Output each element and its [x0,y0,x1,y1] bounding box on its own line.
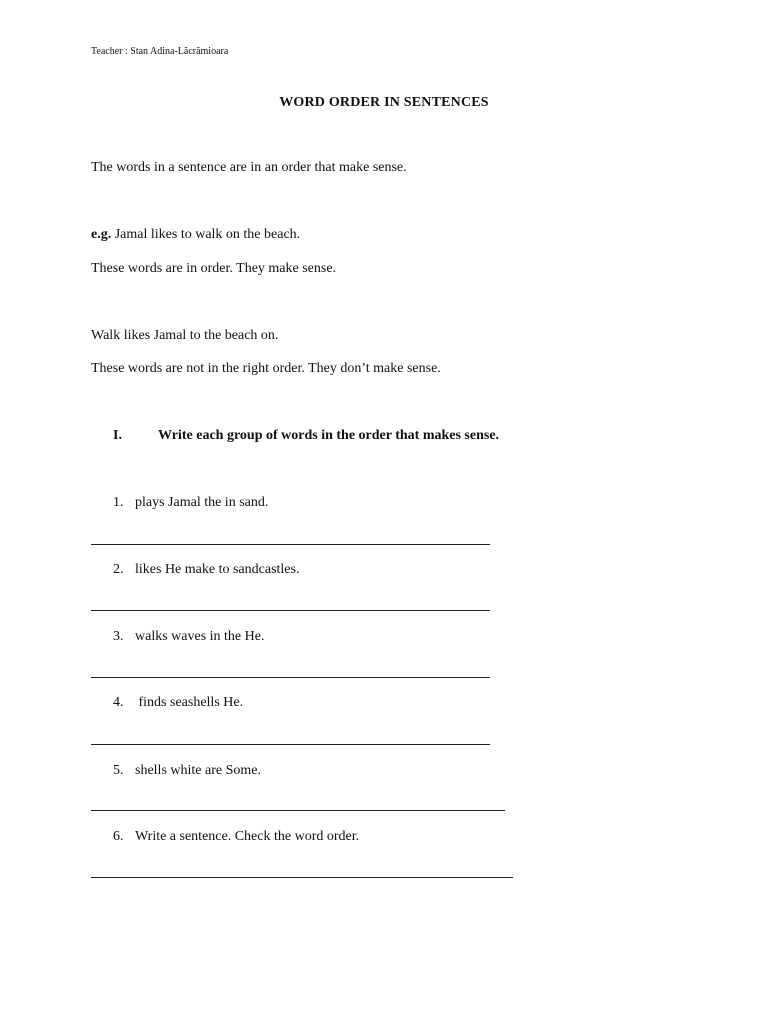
exercise-instruction: Write each group of words in the order that makes sense. [158,428,500,443]
answer-line-3[interactable] [91,677,490,678]
example-sentence [91,227,300,243]
item-text: plays Jamal the in sand. [135,495,269,510]
exercise-item-6 [113,829,359,845]
answer-line-4[interactable] [91,744,490,745]
answer-line-1[interactable] [91,544,490,545]
exercise-number: I. [113,428,122,443]
teacher-name: Teacher : Stan Adina-Lăcrămioara [91,46,229,57]
exercise-item-5 [113,763,261,779]
answer-line-5[interactable] [91,810,505,811]
exercise-item-4 [113,695,243,711]
example-sentence-text: Jamal likes to walk on the beach. [111,227,301,242]
answer-line-2[interactable] [91,610,490,611]
item-text: shells white are Some. [135,763,261,778]
item-number: 4. [113,695,124,710]
exercise-item-1 [113,495,268,511]
item-number: 3. [113,629,124,644]
item-number: 6. [113,829,124,844]
counter-example-sentence: Walk likes Jamal to the beach on. [91,328,279,343]
item-text: walks waves in the He. [135,629,265,644]
item-text: finds seashells He. [135,695,244,710]
exercise-heading [113,428,499,444]
item-text: Write a sentence. Check the word order. [135,829,360,844]
exercise-item-3 [113,629,264,645]
exercise-item-2 [113,562,299,578]
example-label: e.g. [91,227,112,242]
item-number: 2. [113,562,124,577]
intro-text: The words in a sentence are in an order that make sense. [91,160,407,175]
item-number: 5. [113,763,124,778]
example-explanation: These words are in order. They make sense. [91,261,337,276]
item-number: 1. [113,495,124,510]
item-text: likes He make to sandcastles. [135,562,300,577]
page-title: WORD ORDER IN SENTENCES [279,95,489,110]
answer-line-6[interactable] [91,877,513,878]
counter-example-explanation: These words are not in the right order. They don’t make sense. [91,361,441,376]
